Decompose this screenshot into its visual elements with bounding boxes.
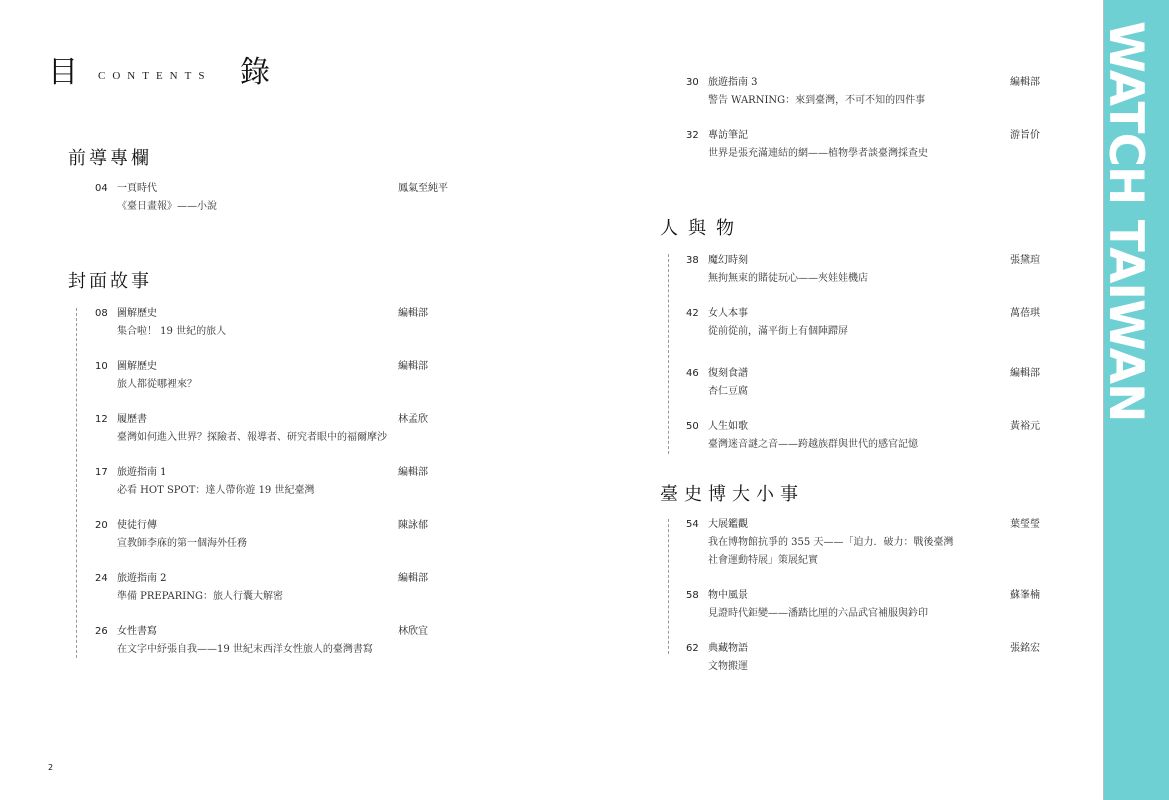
entry-author: 張銘宏 — [1010, 643, 1040, 654]
entry-description: 杏仁豆腐 — [708, 386, 748, 397]
entry-category: 專訪筆記 — [708, 130, 748, 141]
section-divider-line — [668, 519, 669, 654]
section-divider-line — [668, 254, 669, 454]
entry-category: 復刻食譜 — [708, 368, 748, 379]
entry-author: 葉瑩瑩 — [1010, 519, 1040, 530]
entry-author: 編輯部 — [1010, 368, 1040, 379]
entry-author: 編輯部 — [398, 308, 428, 319]
entry-category: 旅遊指南 1 — [117, 467, 167, 478]
section-heading-people: 人與物 — [660, 218, 744, 239]
entry-author: 林孟欣 — [398, 414, 428, 425]
entry-description: 無拘無束的賭徒玩心——夾娃娃機店 — [708, 273, 868, 284]
entry-page-number: 50 — [686, 421, 699, 432]
entry-description: 我在博物館抗爭的 355 天——「迫力．破力：戰後臺灣 — [708, 537, 954, 548]
entry-page-number: 24 — [95, 573, 108, 584]
entry-page-number: 32 — [686, 130, 699, 141]
entry-description: 必看 HOT SPOT：達人帶你遊 19 世紀臺灣 — [117, 485, 315, 496]
entry-description: 警告 WARNING：來到臺灣，不可不知的四件事 — [708, 95, 926, 106]
title-contents-label: CONTENTS — [98, 70, 212, 82]
entry-category: 物中風景 — [708, 590, 748, 601]
side-banner-text: WATCH TAIWAN — [1098, 21, 1153, 422]
entry-description: 世界是張充滿連結的網——植物學者談臺灣採查史 — [708, 148, 928, 159]
entry-author: 萬蓓琪 — [1010, 308, 1040, 319]
entry-category: 旅遊指南 2 — [117, 573, 167, 584]
entry-description: 文物搬運 — [708, 661, 748, 672]
entry-description: 旅人都從哪裡來？ — [117, 379, 197, 390]
title-lu-char: 錄 — [240, 55, 270, 90]
entry-author: 鳳氣至純平 — [398, 183, 448, 194]
entry-category: 旅遊指南 3 — [708, 77, 758, 88]
entry-author: 黃裕元 — [1010, 421, 1040, 432]
entry-page-number: 08 — [95, 308, 108, 319]
entry-page-number: 62 — [686, 643, 699, 654]
entry-description-line-2: 社會運動特展」策展紀實 — [708, 555, 818, 566]
title-mu-char: 目 — [48, 55, 78, 90]
entry-page-number: 26 — [95, 626, 108, 637]
page-number: 2 — [48, 763, 54, 772]
entry-category: 女人本事 — [708, 308, 748, 319]
section-heading-museum: 臺史博大小事 — [660, 484, 804, 505]
entry-description: 在文字中紓張自我——19 世紀末西洋女性旅人的臺灣書寫 — [117, 644, 373, 655]
section-divider-line — [76, 308, 77, 658]
entry-author: 編輯部 — [398, 573, 428, 584]
entry-category: 女性書寫 — [117, 626, 157, 637]
entry-author: 編輯部 — [1010, 77, 1040, 88]
entry-description: 見證時代鉅變——潘踏比厘的六品武官補服與鈐印 — [708, 608, 928, 619]
entry-category: 大展鑑觀 — [708, 519, 748, 530]
entry-author: 張黛瑄 — [1010, 255, 1040, 266]
entry-description: 宣教師李庥的第一個海外任務 — [117, 538, 247, 549]
entry-description: 準備 PREPARING：旅人行囊大解密 — [117, 591, 283, 602]
entry-category: 使徒行傳 — [117, 520, 157, 531]
entry-page-number: 54 — [686, 519, 699, 530]
entry-page-number: 38 — [686, 255, 699, 266]
entry-description: 臺灣迷音謎之音——跨越族群與世代的感官記憶 — [708, 439, 918, 450]
entry-page-number: 17 — [95, 467, 108, 478]
entry-description: 《臺日畫報》——小說 — [117, 201, 217, 212]
entry-author: 游旨价 — [1010, 130, 1040, 141]
entry-category: 一頁時代 — [117, 183, 157, 194]
entry-page-number: 10 — [95, 361, 108, 372]
entry-page-number: 20 — [95, 520, 108, 531]
entry-description: 臺灣如何進入世界？探險者、報導者、研究者眼中的福爾摩沙 — [117, 432, 387, 443]
entry-author: 林欣宜 — [398, 626, 428, 637]
entry-page-number: 30 — [686, 77, 699, 88]
entry-author: 編輯部 — [398, 361, 428, 372]
entry-page-number: 58 — [686, 590, 699, 601]
entry-category: 履歷書 — [117, 414, 147, 425]
entry-author: 陳詠郁 — [398, 520, 428, 531]
entry-page-number: 12 — [95, 414, 108, 425]
entry-page-number: 04 — [95, 183, 108, 194]
entry-category: 典藏物語 — [708, 643, 748, 654]
entry-page-number: 42 — [686, 308, 699, 319]
entry-category: 人生如歌 — [708, 421, 748, 432]
entry-author: 編輯部 — [398, 467, 428, 478]
section-heading-prelude: 前導專欄 — [68, 148, 152, 169]
entry-category: 圖解歷史 — [117, 361, 157, 372]
entry-description: 集合啦！ 19 世紀的旅人 — [117, 326, 227, 337]
entry-description: 從前從前，滿平街上有個陣蹛屏 — [708, 326, 848, 337]
entry-category: 魔幻時刻 — [708, 255, 748, 266]
entry-author: 蘇峯楠 — [1010, 590, 1040, 601]
entry-category: 圖解歷史 — [117, 308, 157, 319]
section-heading-cover: 封面故事 — [68, 271, 152, 292]
entry-page-number: 46 — [686, 368, 699, 379]
